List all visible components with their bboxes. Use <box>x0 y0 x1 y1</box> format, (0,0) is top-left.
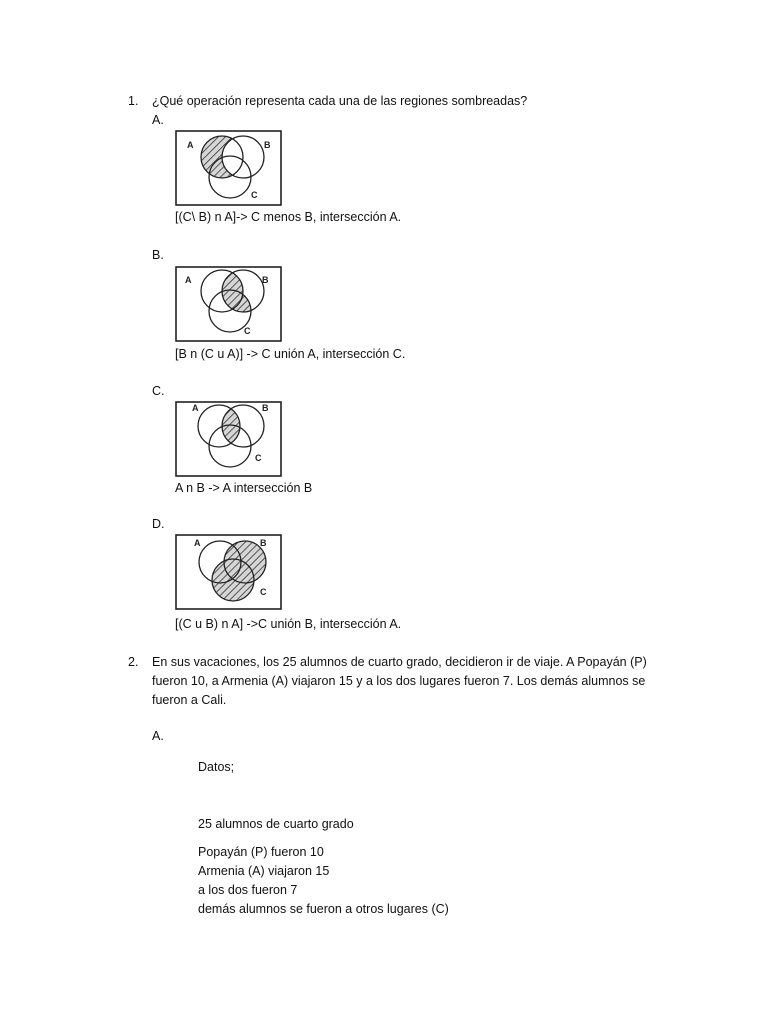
venn-label-c: C <box>251 190 258 200</box>
venn-diagram-b <box>175 266 282 342</box>
venn-label-c: C <box>244 326 251 336</box>
q2-sub-letter: A. <box>152 729 164 743</box>
item-letter-c: C. <box>152 384 165 398</box>
item-answer-b: [B n (C u A)] -> C unión A, intersección C. <box>175 347 406 361</box>
q2-line: fueron 10, a Armenia (A) viajaron 15 y a los dos lugares fueron 7. Los demás alumnos se <box>152 674 646 688</box>
venn-label-a: A <box>192 403 199 413</box>
venn-diagram-d <box>175 534 282 610</box>
venn-label-b: B <box>260 538 267 548</box>
q2-line: fueron a Cali. <box>152 693 227 707</box>
q2-line: En sus vacaciones, los 25 alumnos de cuarto grado, decidieron ir de viaje. A Popayán (P) <box>152 655 647 669</box>
datos-total: 25 alumnos de cuarto grado <box>198 817 354 831</box>
datos-item: a los dos fueron 7 <box>198 883 298 897</box>
venn-label-a: A <box>194 538 201 548</box>
venn-label-c: C <box>260 587 267 597</box>
datos-item: Popayán (P) fueron 10 <box>198 845 324 859</box>
item-answer-c: A n B -> A intersección B <box>175 481 313 495</box>
venn-label-b: B <box>264 140 271 150</box>
item-answer-d: [(C u B) n A] ->C unión B, intersección A. <box>175 617 402 631</box>
datos-title: Datos; <box>198 760 235 774</box>
item-letter-b: B. <box>152 248 164 262</box>
item-answer-a: [(C\ B) n A]-> C menos B, intersección A. <box>175 210 402 224</box>
venn-label-b: B <box>262 403 269 413</box>
item-letter-a: A. <box>152 113 164 127</box>
venn-label-c: C <box>255 453 262 463</box>
venn-diagram-a <box>175 130 282 206</box>
q2-number: 2. <box>128 655 139 669</box>
venn-diagram-c <box>175 401 282 477</box>
q1-question: ¿Qué operación representa cada una de las regiones sombreadas? <box>152 94 528 108</box>
item-letter-d: D. <box>152 517 165 531</box>
q1-number: 1. <box>128 94 139 108</box>
venn-label-a: A <box>185 275 192 285</box>
datos-item: Armenia (A) viajaron 15 <box>198 864 330 878</box>
venn-label-b: B <box>262 275 269 285</box>
venn-label-a: A <box>187 140 194 150</box>
datos-item: demás alumnos se fueron a otros lugares (C) <box>198 902 449 916</box>
